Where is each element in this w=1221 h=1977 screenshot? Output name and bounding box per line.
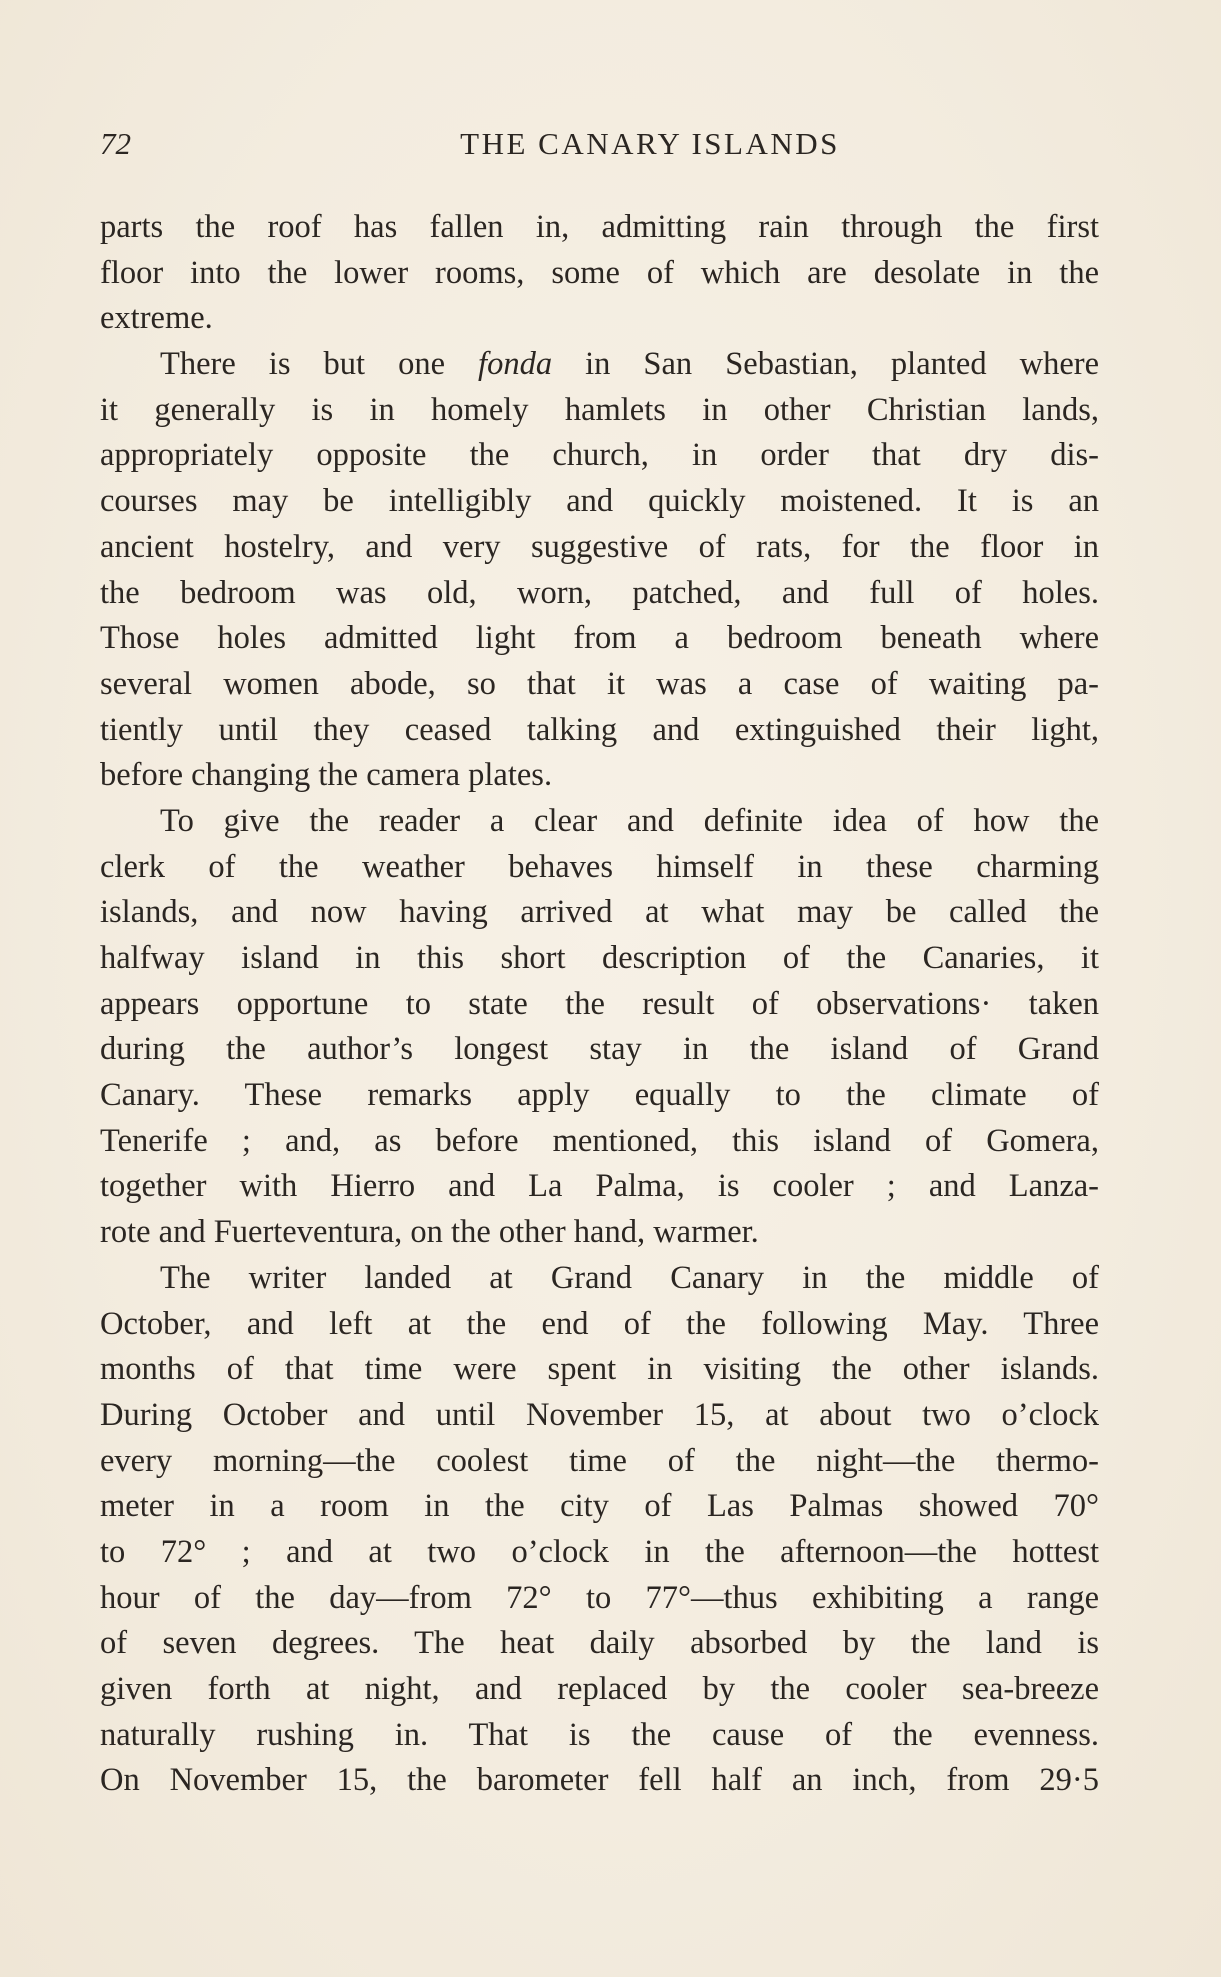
text-line: naturally rushing in. That is the cause of the evenness. <box>100 1716 1099 1753</box>
page-number: 72 <box>100 126 131 161</box>
text-line: courses may be intelligibly and quickly moistened. It is an <box>100 483 1099 520</box>
italic-word-fonda: fonda <box>478 346 553 383</box>
text-line: appropriately opposite the church, in order that dry dis- <box>100 437 1099 474</box>
text-line: Canary. These remarks apply equally to the climate of <box>100 1077 1099 1114</box>
running-head: THE CANARY ISLANDS <box>460 126 840 161</box>
text-line: islands, and now having arrived at what may be called the <box>100 894 1099 931</box>
text-run: There is but one <box>160 346 479 383</box>
text-line: The writer landed at Grand Canary in the middle of <box>160 1259 1099 1296</box>
text-line: Tenerife ; and, as before mentioned, this island of Gomera, <box>100 1122 1099 1159</box>
text-line: appears opportune to state the result of observations· taken <box>100 985 1099 1022</box>
text-line: before changing the camera plates. <box>100 757 553 794</box>
text-line: the bedroom was old, worn, patched, and full of holes. <box>100 574 1099 611</box>
text-line: On November 15, the barometer fell half an inch, from 29·5 <box>100 1762 1099 1799</box>
text-line: To give the reader a clear and definite idea of how the <box>160 802 1099 839</box>
text-line: to 72° ; and at two o’clock in the afternoon—the hottest <box>100 1533 1099 1570</box>
text-line: hour of the day—from 72° to 77°—thus exhibiting a range <box>100 1579 1099 1616</box>
text-line: floor into the lower rooms, some of which are desolate in the <box>100 254 1099 291</box>
page-header <box>100 122 1099 166</box>
text-line: During October and until November 15, at about two o’clock <box>100 1396 1099 1433</box>
text-line: several women abode, so that it was a case of waiting pa- <box>100 665 1099 702</box>
text-line <box>100 342 1099 388</box>
text-line: halfway island in this short description of the Canaries, it <box>100 940 1099 976</box>
text-line: together with Hierro and La Palma, is cooler ; and Lanza- <box>100 1168 1099 1205</box>
text-line: October, and left at the end of the following May. Three <box>100 1305 1099 1342</box>
text-line: Those holes admitted light from a bedroom beneath where <box>100 620 1099 657</box>
body-text <box>100 205 1099 1804</box>
text-line: rote and Fuerteventura, on the other hand, warmer. <box>100 1214 759 1251</box>
text-line: given forth at night, and replaced by the cooler sea-breeze <box>100 1671 1099 1707</box>
text-line: during the author’s longest stay in the island of Grand <box>100 1031 1099 1068</box>
text-line: months of that time were spent in visiting the other islands. <box>100 1351 1099 1388</box>
text-line: of seven degrees. The heat daily absorbed by the land is <box>100 1625 1099 1662</box>
text-line: extreme. <box>100 300 213 337</box>
text-run: in San Sebastian, planted where <box>552 346 1099 383</box>
text-line: tiently until they ceased talking and extinguished their light, <box>100 711 1099 748</box>
text-line: clerk of the weather behaves himself in these charming <box>100 848 1099 885</box>
text-line: parts the roof has fallen in, admitting rain through the first <box>100 209 1099 245</box>
text-line: meter in a room in the city of Las Palmas showed 70° <box>100 1488 1099 1525</box>
text-line: it generally is in homely hamlets in other Christian lands, <box>100 391 1099 428</box>
text-line: ancient hostelry, and very suggestive of rats, for the floor in <box>100 528 1099 565</box>
text-line: every morning—the coolest time of the night—the thermo- <box>100 1442 1099 1479</box>
